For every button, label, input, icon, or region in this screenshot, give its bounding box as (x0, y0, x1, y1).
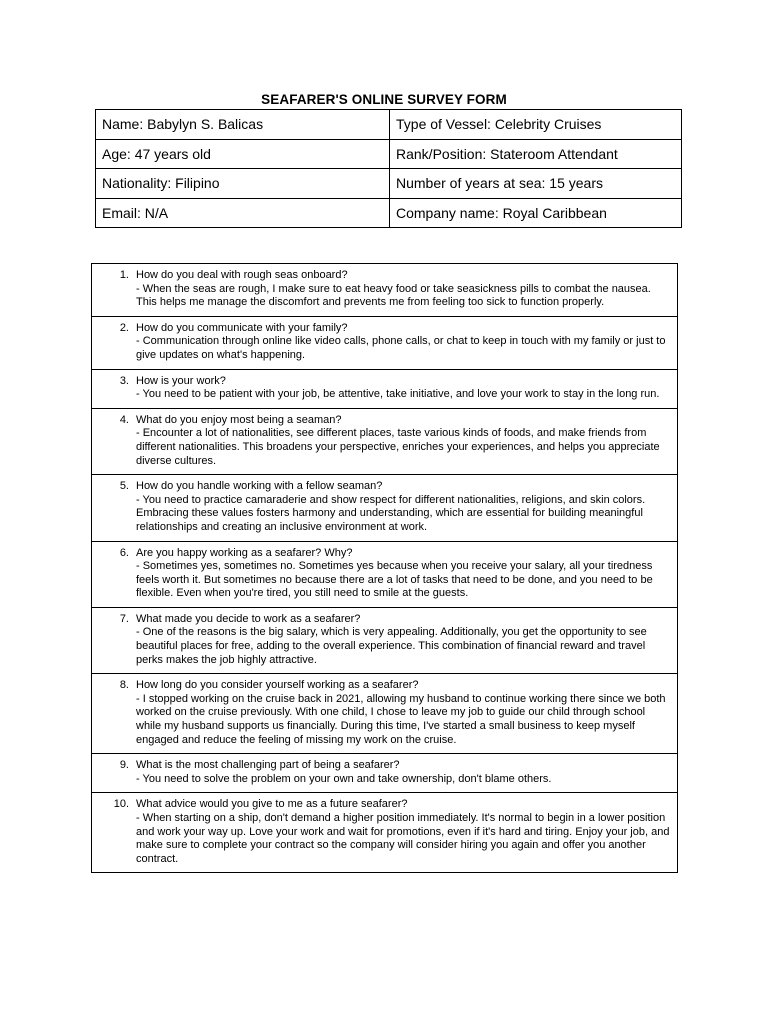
survey-question-cell (92, 264, 678, 317)
survey-question-cell (92, 316, 678, 369)
question-block (92, 480, 671, 534)
vessel-type-cell: Type of Vessel: Celebrity Cruises (390, 110, 682, 140)
question-block (92, 679, 671, 747)
question-text: How do you deal with rough seas onboard? (136, 269, 348, 281)
question-content (136, 679, 671, 747)
survey-question-row (92, 316, 678, 369)
answer-text: - Encounter a lot of nationalities, see different places, taste various kinds of foods, and make friends from different nationalities. This broadens your perspective, enriches your experiences, and helps you appreciate diverse cultures. (136, 427, 660, 467)
question-number: 4. (119, 413, 129, 426)
survey-question-row (92, 408, 678, 474)
answer-text: - When starting on a ship, don't demand a higher position immediately. It's normal to begin in a lower position and work your way up. Love your work and wait for promotions, even if it's hard and tiring. Enjoy your job, and make sure to complete your contract so the company will consider hiring you again and offer you another contract. (136, 812, 670, 865)
question-block (92, 375, 671, 402)
question-text: What made you decide to work as a seafarer? (136, 612, 361, 625)
survey-question-row (92, 541, 678, 607)
question-block (92, 613, 671, 667)
info-row (96, 110, 682, 140)
age-cell: Age: 47 years old (96, 139, 390, 169)
survey-question-cell (92, 674, 678, 754)
question-number: 10. (113, 798, 129, 811)
email-cell: Email: N/A (96, 198, 390, 228)
survey-question-row (92, 754, 678, 793)
survey-question-row (92, 793, 678, 873)
question-block (92, 547, 671, 601)
question-block (92, 269, 671, 310)
answer-text: - Communication through online like video calls, phone calls, or chat to keep in touch with my family or just to give updates on what's happening. (136, 335, 666, 361)
nationality-cell: Nationality: Filipino (96, 169, 390, 199)
question-block (92, 414, 671, 468)
info-row (96, 198, 682, 228)
question-number: 2. (119, 321, 129, 334)
survey-question-row (92, 264, 678, 317)
survey-question-row (92, 369, 678, 408)
question-content (136, 798, 671, 866)
answer-text: - You need to be patient with your job, be attentive, take initiative, and love your work to stay in the long run. (136, 388, 660, 401)
question-text: What advice would you give to me as a future seafarer? (136, 798, 408, 811)
answer-text: - You need to practice camaraderie and show respect for different nationalities, religions, and skin colors. Embracing these values fosters harmony and understanding, which are essential for building meaningful relationships and creating an inclusive environment at work. (136, 493, 646, 533)
info-row (96, 139, 682, 169)
survey-questions-body (92, 264, 678, 873)
years-at-sea-cell: Number of years at sea: 15 years (390, 169, 682, 199)
survey-question-cell (92, 793, 678, 873)
survey-question-cell (92, 754, 678, 793)
question-text: How is your work? (136, 374, 226, 387)
survey-question-row (92, 674, 678, 754)
company-name-cell: Company name: Royal Caribbean (390, 198, 682, 228)
survey-question-cell (92, 369, 678, 408)
rank-position-cell: Rank/Position: Stateroom Attendant (390, 139, 682, 169)
question-block (92, 322, 671, 363)
question-number: 3. (119, 374, 129, 387)
question-content (136, 759, 671, 786)
answer-text: - You need to solve the problem on your own and take ownership, don't blame others. (136, 772, 552, 785)
answer-text: - Sometimes yes, sometimes no. Sometimes yes because when you receive your salary, all your tiredness feels worth it. But sometimes no because there are a lot of tasks that need to be done, and you need to be flexible. Even when you're tired, you still need to smile at the guests. (136, 560, 653, 600)
question-number: 1. (119, 269, 129, 281)
answer-text: - One of the reasons is the big salary, which is very appealing. Additionally, you get the opportunity to see beautiful places for free, adding to the overall experience. This combination of financial reward and travel perks makes the job highly attractive. (136, 626, 647, 666)
question-number: 7. (119, 612, 129, 625)
question-content (136, 480, 671, 534)
question-text: How do you communicate with your family? (136, 321, 348, 334)
question-number: 6. (119, 546, 129, 559)
name-cell: Name: Babylyn S. Balicas (96, 110, 390, 140)
question-content (136, 547, 671, 601)
question-block (92, 798, 671, 866)
question-text: How do you handle working with a fellow seaman? (136, 480, 383, 493)
question-block (92, 759, 671, 786)
survey-question-cell (92, 408, 678, 474)
answer-text: - When the seas are rough, I make sure to eat heavy food or take seasickness pills to combat the nausea. This helps me manage the discomfort and prevents me from feeling too sick to function properly. (136, 282, 651, 309)
survey-question-row (92, 607, 678, 673)
survey-question-cell (92, 541, 678, 607)
question-number: 8. (119, 679, 129, 692)
question-text: Are you happy working as a seafarer? Why? (136, 546, 353, 559)
question-content (136, 269, 671, 310)
question-text: What is the most challenging part of being a seafarer? (136, 759, 400, 772)
question-content (136, 375, 671, 402)
survey-questions-table (91, 263, 678, 873)
question-number: 9. (119, 759, 129, 772)
survey-question-cell (92, 607, 678, 673)
question-content (136, 613, 671, 667)
survey-question-row (92, 475, 678, 541)
question-text: What do you enjoy most being a seaman? (136, 413, 342, 426)
question-content (136, 414, 671, 468)
info-row (96, 169, 682, 199)
answer-text: - I stopped working on the cruise back in 2021, allowing my husband to continue working there since we both worked on the cruise previously. With one child, I chose to leave my job to guide our child through school while my husband supports us financially. During this time, I've started a small business to keep myself engaged and reduce the feeling of missing my work on the cruise. (136, 692, 666, 746)
question-number: 5. (119, 480, 129, 493)
survey-question-cell (92, 475, 678, 541)
respondent-info-table (95, 109, 682, 228)
page-title: SEAFARER'S ONLINE SURVEY FORM (261, 92, 507, 107)
question-content (136, 322, 671, 363)
question-text: How long do you consider yourself working as a seafarer? (136, 679, 419, 692)
